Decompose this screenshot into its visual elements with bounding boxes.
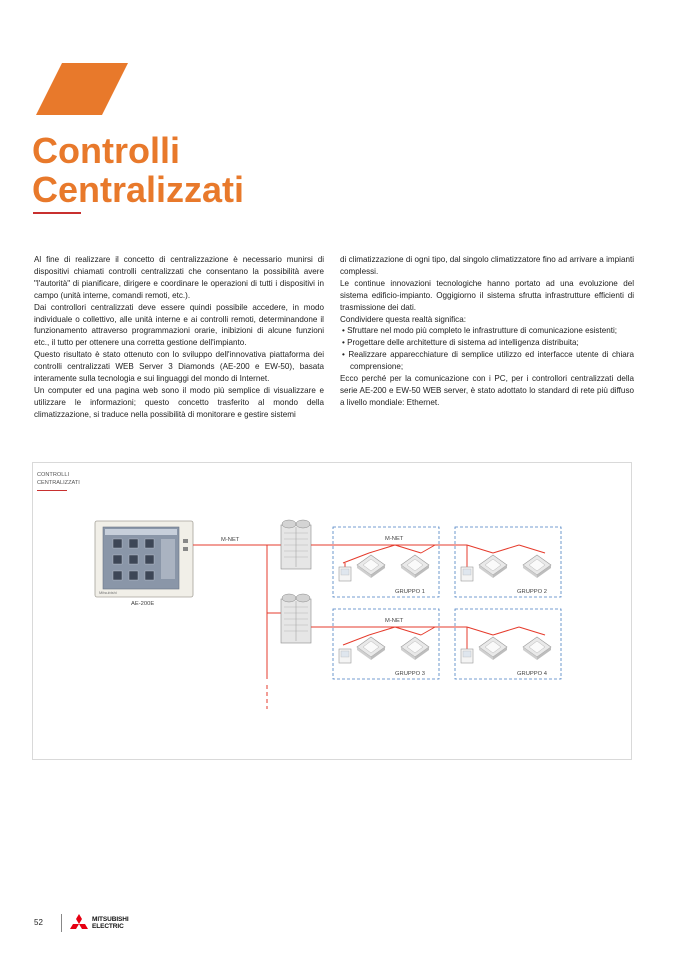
group-3-label: GRUPPO 3 (395, 671, 425, 677)
svg-text:Mitsubishi: Mitsubishi (99, 590, 117, 595)
brand-line-1: MITSUBISHI (92, 916, 129, 923)
group-wiring-top (311, 545, 545, 567)
remote-controller (461, 649, 473, 663)
paragraph: Le continue innovazioni tecnologiche hanno portato ad una evoluzione del sistema edificio-impianto. Oggigiorno il sistema sfrutta infrastrutture efficienti di trasmissione dei dati. (340, 278, 634, 312)
title-line-2: Centralizzati (32, 169, 245, 210)
group-wiring-bottom (311, 627, 545, 649)
outdoor-unit (281, 594, 311, 643)
group-4-label: GRUPPO 4 (517, 671, 547, 677)
title-line-1: Controlli (32, 130, 180, 171)
indoor-cassette-unit (357, 637, 385, 660)
paragraph: Ecco perché per la comunicazione con i PC, per i controllori centralizzati della serie AE-200 e EW-50 WEB server, è stato adottato lo standard di rete più diffuso a livello mondiale: Ethernet. (340, 374, 634, 407)
indoor-cassette-unit (479, 637, 507, 660)
brand-line-2: ELECTRIC (92, 923, 124, 930)
mnet-main-label: M-NET (221, 537, 240, 543)
page-number: 52 (34, 918, 43, 927)
orange-parallelogram-shape (36, 63, 128, 115)
page-title (32, 131, 244, 209)
indoor-cassette-unit (479, 555, 507, 578)
diagram-label-line-2: CENTRALIZZATI (37, 480, 80, 486)
text-column-right (340, 254, 634, 409)
title-underline (33, 212, 81, 214)
indoor-cassette-unit (523, 637, 551, 660)
bullet-item: • Sfruttare nel modo più completo le infrastrutture di comunicazione esistenti; (342, 326, 618, 336)
brand-logo-text (92, 916, 129, 930)
diagram-label-line-1: CONTROLLI (37, 472, 70, 478)
indoor-cassette-unit (357, 555, 385, 578)
mnet-group-top-label: M-NET (385, 536, 404, 542)
indoor-cassette-unit (523, 555, 551, 578)
mitsubishi-diamonds-icon (68, 914, 90, 934)
mnet-main-lines (193, 545, 281, 679)
outdoor-unit (281, 520, 311, 569)
remote-controller (339, 649, 351, 663)
indoor-cassette-unit (401, 637, 429, 660)
remote-controller (461, 567, 473, 581)
mnet-group-bottom-label: M-NET (385, 618, 404, 624)
footer-separator (61, 914, 62, 932)
diagram-svg (33, 463, 633, 761)
system-diagram (32, 462, 632, 760)
group-1-label: GRUPPO 1 (395, 589, 425, 595)
remote-controller (339, 567, 351, 581)
ae-200e-controller (95, 521, 193, 597)
text-column-left (34, 254, 324, 421)
controller-label: AE-200E (131, 601, 155, 607)
paragraph: Al fine di realizzare il concetto di centralizzazione è necessario munirsi di dispositivi chiamati controlli centralizzati che consentano la possibilità avere "l'autorità" di pianificare, dirigere e coordinare le operazioni di tutti i dispositivi in campo (unità interne, comandi remoti, etc.). (34, 255, 324, 300)
paragraph: Questo risultato è stato ottenuto con lo sviluppo dell'innovativa piattaforma dei controlli centralizzati WEB Server 3 Diamonds (AE-200 e EW-50), basata interamente sulla tecnologia e sui linguaggi del mondo di Internet. (34, 350, 324, 384)
paragraph: Un computer ed una pagina web sono il modo più semplice di visualizzare e utilizzare le informazioni; questo concetto trasferito al mondo della climatizzazione, si traduce nella possibilità di monitorare e gestire sistemi (34, 385, 324, 419)
group-2-label: GRUPPO 2 (517, 589, 547, 595)
paragraph: Condividere questa realtà significa: (340, 314, 466, 324)
paragraph: Dai controllori centralizzati deve essere quindi possibile accedere, in modo individuale o collettivo, alle unità interne e ai controlli remoti, determinandone il funzionamento attraverso programmazioni orarie, inibizioni di alcune funzioni etc., il tutto per ottenere una corretta gestione dell'impianto. (34, 302, 324, 348)
bullet-item: • Realizzare apparecchiature di semplice utilizzo ed interfacce utente di chiara comprensione; (342, 350, 634, 372)
bullet-item: • Progettare delle architetture di sistema ad intelligenza distribuita; (342, 338, 579, 348)
paragraph: di climatizzazione di ogni tipo, dal singolo climatizzatore fino ad arrivare a impianti complessi. (340, 255, 634, 276)
indoor-cassette-unit (401, 555, 429, 578)
